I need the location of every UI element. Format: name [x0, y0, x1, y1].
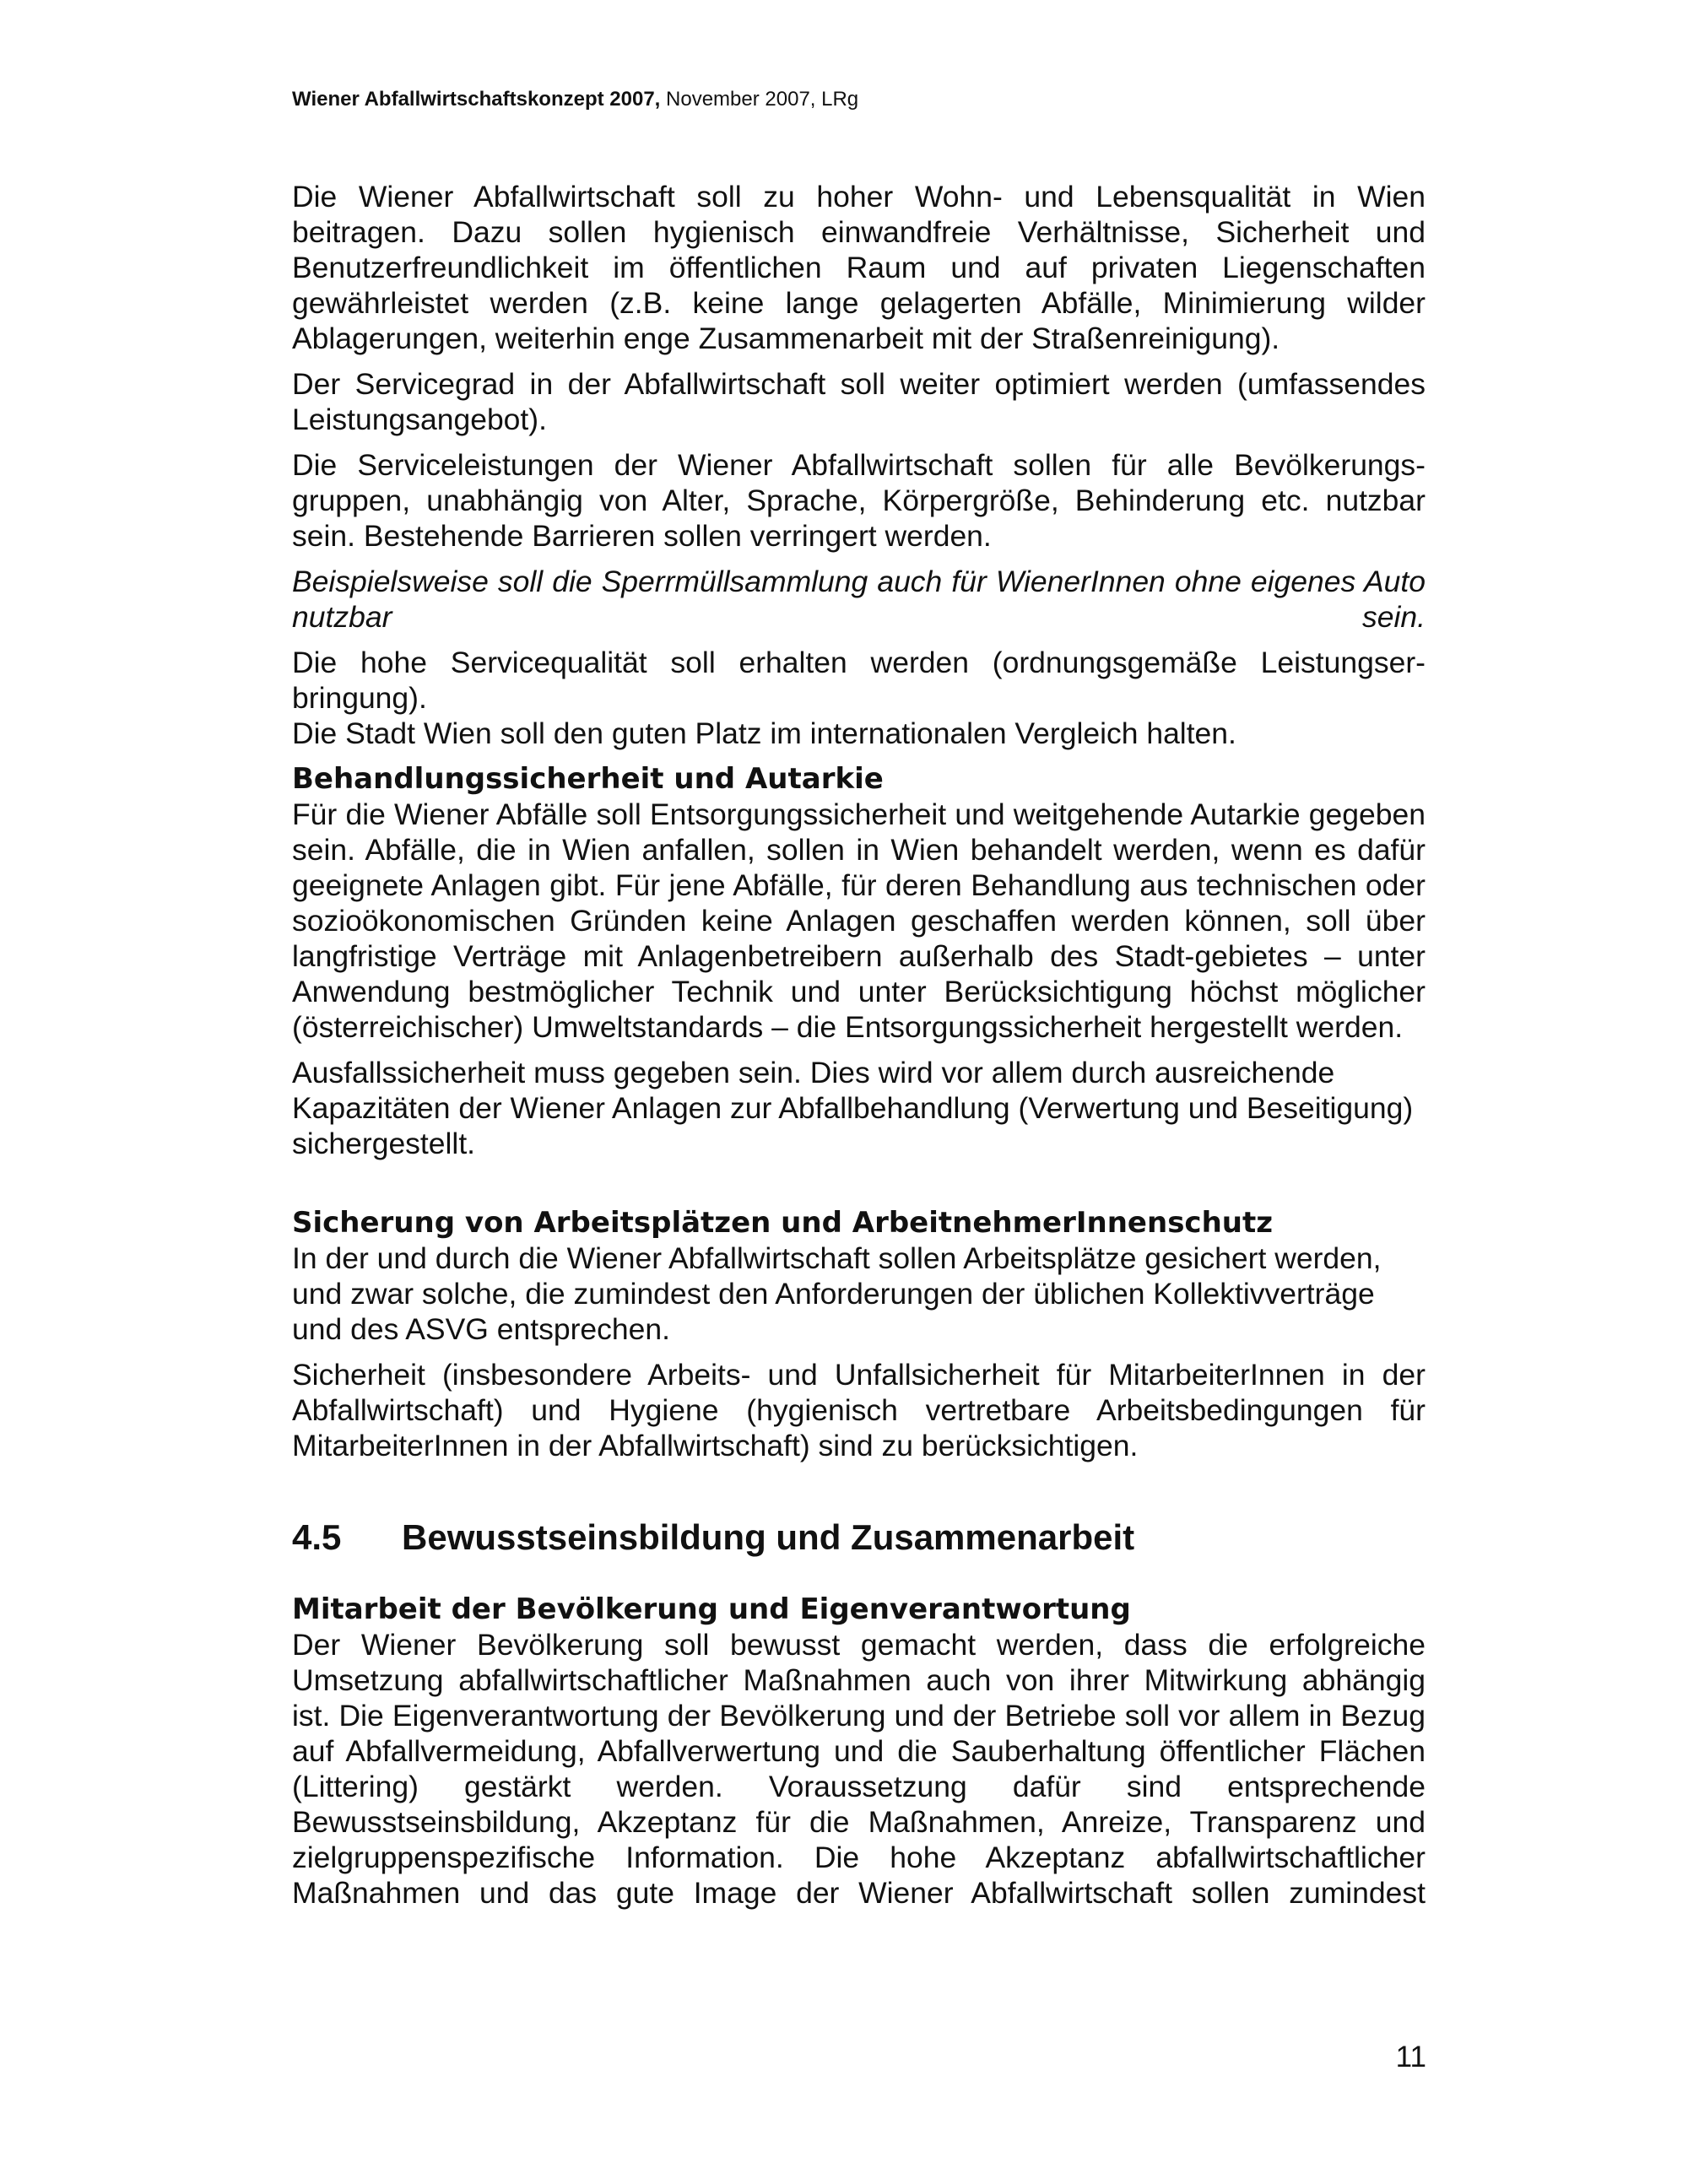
section-title: Bewusstseinsbildung und Zusammenarbeit: [402, 1517, 1135, 1557]
section-heading: [292, 1516, 1426, 1560]
section-number: 4.5: [292, 1517, 342, 1557]
subheading-job-security: Sicherung von Arbeitsplätzen und ArbeitnehmerInnenschutz: [292, 1206, 1274, 1240]
paragraph-quality-of-life: Die Wiener Abfallwirtschaft soll zu hoher Wohn- und Lebensqualität in Wien beitragen. Dazu sollen hygienisch einwandfreie Verhältnisse, Sicherheit und Benutzerfreundlichkeit im öffentlichen Raum und auf privaten Liegenschaften gewährleistet werden (z.B. keine lange gelagerten Abfälle, Minimierung wilder Ablagerungen, weiterhin enge Zusammenarbeit mit der Straßenreinigung).: [292, 180, 1426, 355]
page-number: 11: [1395, 2041, 1426, 2073]
header-title-rest: November 2007, LRg: [660, 88, 859, 111]
paragraph-accessibility: Die Serviceleistungen der Wiener Abfallwirtschaft sollen für alle Bevölkerungs-gruppen, unabhängig von Alter, Sprache, Körpergröße, Behinderung etc. nutzbar sein. Bestehende Barrieren sollen verringert werden.: [292, 448, 1426, 553]
paragraph-failsafe: Ausfallssicherheit muss gegeben sein. Dies wird vor allem durch ausreichende Kapazitäten der Wiener Anlagen zur Abfallbehandlung (Verwertung und Beseitigung) sichergestellt.: [292, 1056, 1414, 1160]
subheading-treatment-security: Behandlungssicherheit und Autarkie: [292, 762, 884, 796]
example-text: Beispielsweise soll die Sperrmüllsammlung auch für WienerInnen ohne eigenes Auto nutzbar sein.: [292, 565, 1426, 634]
paragraph-international-comparison: Die Stadt Wien soll den guten Platz im internationalen Vergleich halten.: [292, 716, 1236, 750]
header-title-bold: Wiener Abfallwirtschaftskonzept 2007,: [292, 88, 661, 111]
paragraph-jobs: In der und durch die Wiener Abfallwirtschaft sollen Arbeitsplätze gesichert werden, und zwar solche, die zumindest den Anforderungen der üblichen Kollektivverträge und des ASVG entsprechen.: [292, 1241, 1382, 1346]
paragraph-public-awareness: Der Wiener Bevölkerung soll bewusst gemacht werden, dass die erfolgreiche Umsetzung abfallwirtschaftlicher Maßnahmen auch von ihrer Mitwirkung abhängig ist. Die Eigenverantwortung der Bevölkerung und der Betriebe soll vor allem in Bezug auf Abfallvermeidung, Abfallverwertung und die Sauberhaltung öffentlicher Flächen (Littering) gestärkt werden. Voraussetzung dafür sind entsprechende Bewusstseinsbildung, Akzeptanz für die Maßnahmen, Anreize, Transparenz und zielgruppenspezifische Information. Die hohe Akzeptanz abfallwirtschaftlicher Maßnahmen und das gute Image der Wiener Abfallwirtschaft sollen zumindest: [292, 1628, 1426, 1910]
paragraph-disposal-security: Für die Wiener Abfälle soll Entsorgungssicherheit und weitgehende Autarkie gegeben sein. Abfälle, die in Wien anfallen, sollen in Wien behandelt werden, wenn es dafür geeignete Anlagen gibt. Für jene Abfälle, für deren Behandlung aus technischen oder sozioökonomischen Gründen keine Anlagen geschaffen werden können, soll über langfristige Verträge mit Anlagenbetreibern außerhalb des Stadt-gebietes – unter Anwendung bestmöglicher Technik und unter Berücksichtigung höchst möglicher (österreichischer) Umweltstandards – die Entsorgungssicherheit hergestellt werden.: [292, 797, 1426, 1044]
paragraph-safety-hygiene: Sicherheit (insbesondere Arbeits- und Unfallsicherheit für MitarbeiterInnen in der Abfallwirtschaft) und Hygiene (hygienisch vertretbare Arbeitsbedingungen für MitarbeiterInnen in der Abfallwirtschaft) sind zu berücksichtigen.: [292, 1358, 1426, 1462]
paragraph-service-level: Der Servicegrad in der Abfallwirtschaft soll weiter optimiert werden (umfassendes Leistungsangebot).: [292, 367, 1426, 436]
paragraph-service-quality: Die hohe Servicequalität soll erhalten werden (ordnungsgemäße Leistungser-bringung).: [292, 646, 1426, 715]
main-content: [292, 179, 1426, 1911]
subheading-public-participation: Mitarbeit der Bevölkerung und Eigenverantwortung: [292, 1592, 1131, 1626]
paragraph-example-bulky-waste: [292, 564, 1426, 635]
running-header: [292, 88, 858, 111]
